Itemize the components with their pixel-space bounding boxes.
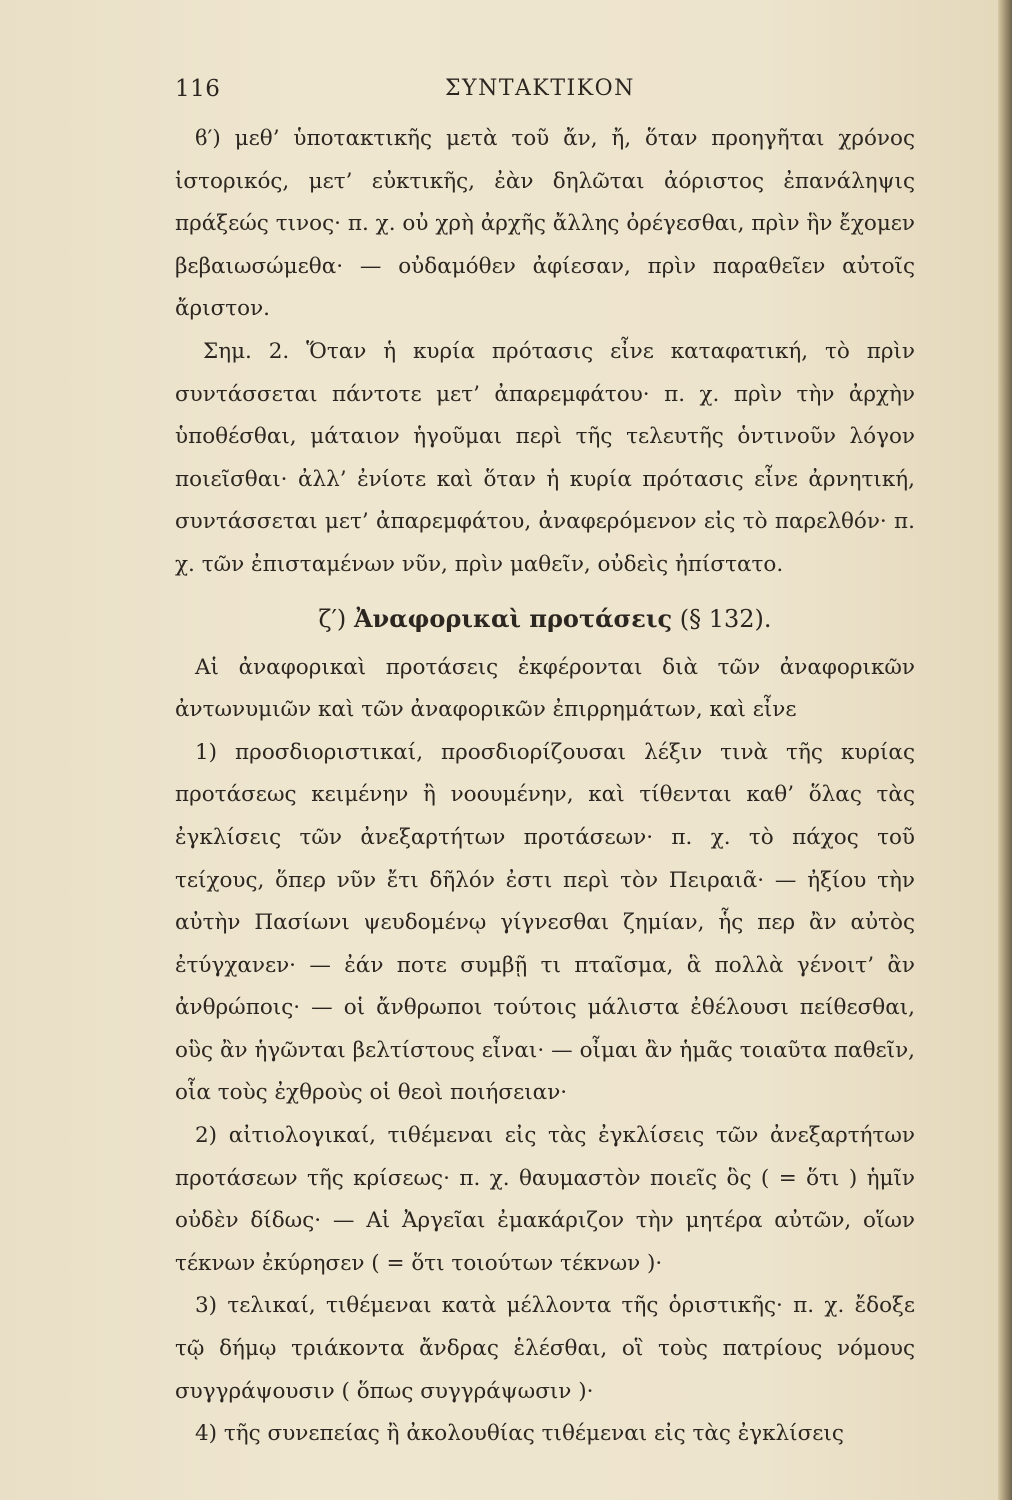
- list-item-4: 4) τῆς συνεπείας ἢ ἀκολουθίας τιθέμεναι εἰς τὰς ἐγκλίσεις: [195, 1421, 844, 1447]
- list-item-3: 3) τελικαί, τιθέμεναι κατὰ μέλλοντα τῆς ὁριστικῆς· π. χ. ἔδοξε τῷ δήμῳ τριάκοντα ἄνδρας ἑλέσθαι, οἳ τοὺς πατρίους νόμους συγγράψουσιν ( ὅπως συγγράψωσιν )·: [175, 1293, 915, 1404]
- section-prefix: ζ′): [318, 604, 347, 633]
- list-item-2: 2) αἰτιολογικαί, τιθέμεναι εἰς τὰς ἐγκλίσεις τῶν ἀνεξαρτήτων προτάσεων τῆς κρίσεως· π. χ. θαυμαστὸν ποιεῖς ὃς ( = ὅτι ) ἡμῖν οὐδὲν δίδως· — Αἱ Ἀργεῖαι ἐμακάριζον τὴν μητέρα αὐτῶν, οἵων τέκνων ἐκύρησεν ( = ὅτι τοιούτων τέκνων )·: [175, 1123, 915, 1276]
- book-spine-edge: [998, 0, 1012, 1500]
- page-header: [175, 76, 917, 110]
- section-reference: (§ 132).: [679, 604, 772, 633]
- paragraph-beta: ϐ′) μεθ’ ὑποτακτικῆς μετὰ τοῦ ἄν, ἤ, ὅταν προηγῆται χρόνος ἱστορικός, μετ’ εὐκτικῆς, ἐὰν δηλῶται ἀόριστος ἐπανάληψις πράξεώς τινος· π. χ. οὐ χρὴ ἀρχῆς ἄλλης ὀρέγεσθαι, πρὶν ἣν ἔχομεν βεβαιωσώμεθα· — οὐδαμόθεν ἀφίεσαν, πρὶν παραθεῖεν αὐτοῖς ἄριστον.: [175, 126, 915, 322]
- intro-paragraph: Αἱ ἀναφορικαὶ προτάσεις ἐκφέρονται διὰ τῶν ἀναφορικῶν ἀντωνυμιῶν καὶ τῶν ἀναφορικῶν ἐπιρρημάτων, καὶ εἶνε: [175, 654, 915, 723]
- running-head: ΣΥΝΤΑΚΤΙΚΟΝ: [445, 76, 635, 101]
- page-number: 116: [175, 76, 221, 102]
- list-item-1: 1) προσδιοριστικαί, προσδιορίζουσαι λέξιν τινὰ τῆς κυρίας προτάσεως κειμένην ἢ νοουμένην, καὶ τίθενται καθ’ ὅλας τὰς ἐγκλίσεις τῶν ἀνεξαρτήτων προτάσεων· π. χ. τὸ πάχος τοῦ τείχους, ὅπερ νῦν ἔτι δῆλόν ἐστι περὶ τὸν Πειραιᾶ· — ἠξίου τὴν αὐτὴν Πασίωνι ψευδομένῳ γίγνεσθαι ζημίαν, ἧς περ ἂν αὐτὸς ἐτύγχανεν· — ἐάν ποτε συμβῇ τι πταῖσμα, ἃ πολλὰ γένοιτ’ ἂν ἀνθρώποις· — οἱ ἄνθρωποι τούτοις μάλιστα ἐθέλουσι πείθεσθαι, οὓς ἂν ἡγῶνται βελτίστους εἶναι· — οἶμαι ἂν ἡμᾶς τοιαῦτα παθεῖν, οἷα τοὺς ἐχθροὺς οἱ θεοὶ ποιήσειαν·: [175, 739, 915, 1106]
- note-2: Σημ. 2. Ὅταν ἡ κυρία πρότασις εἶνε καταφατική, τὸ πρὶν συντάσσεται πάντοτε μετ’ ἀπαρεμφάτου· π. χ. πρὶν τὴν ἀρχὴν ὑποθέσθαι, μάταιον ἡγοῦμαι περὶ τῆς τελευτῆς ὁντινοῦν λόγον ποιεῖσθαι· ἀλλ’ ἐνίοτε καὶ ὅταν ἡ κυρία πρότασις εἶνε ἀρνητική, συντάσσεται μετ’ ἀπαρεμφάτου, ἀναφερόμενον εἰς τὸ παρελθόν· π. χ. τῶν ἐπισταμένων νῦν, πρὶν μαθεῖν, οὐδεὶς ἠπίστατο.: [175, 338, 915, 577]
- section-heading: [175, 593, 915, 645]
- section-title: Ἀναφορικαὶ προτάσεις: [353, 603, 673, 633]
- page-body: [175, 118, 915, 1456]
